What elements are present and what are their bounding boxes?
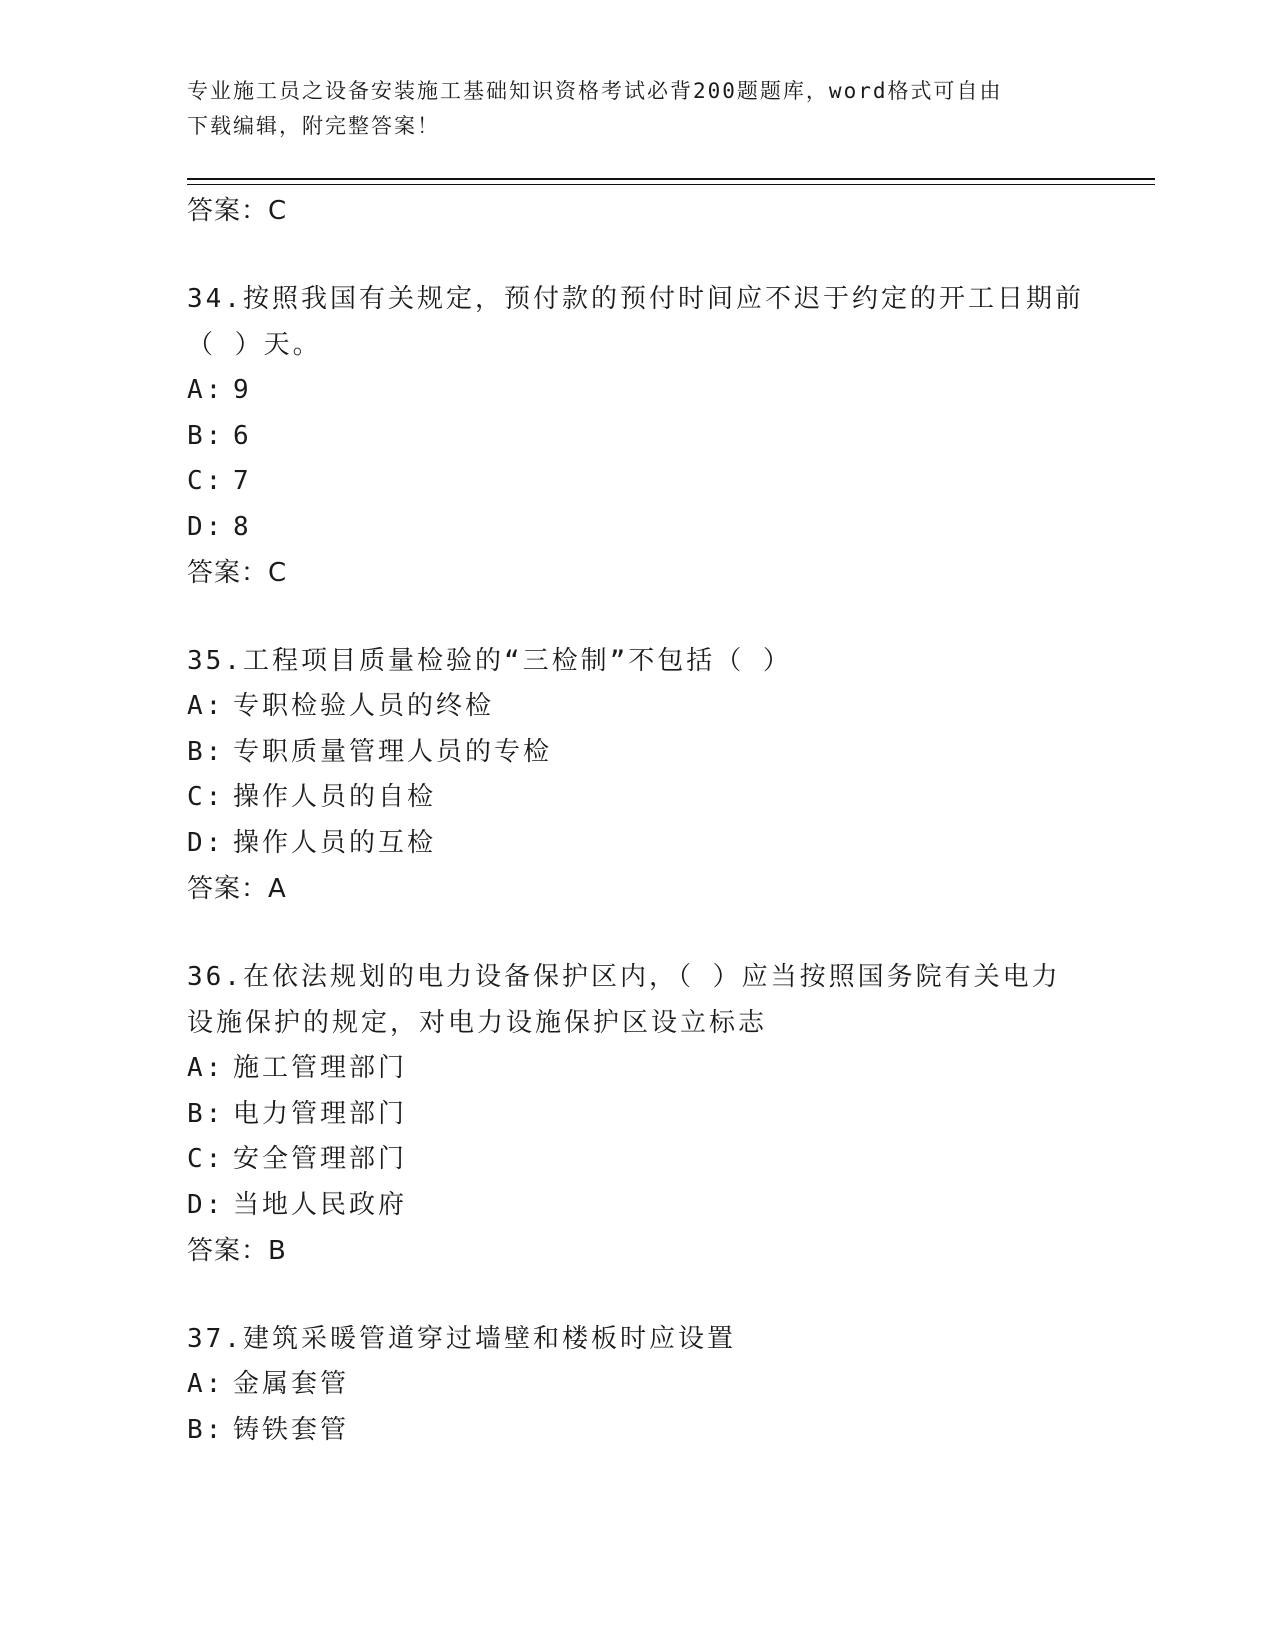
question-36	[187, 954, 1107, 1274]
option-letter: C:	[187, 782, 225, 812]
option-letter: B:	[187, 1414, 225, 1445]
option-text: 7	[233, 466, 252, 496]
option-letter: A:	[187, 375, 225, 405]
option-text: 当地人民政府	[233, 1189, 408, 1220]
question-answer: 答案：C	[187, 558, 288, 588]
document-header	[187, 74, 1077, 144]
question-35	[187, 638, 1107, 912]
option-b	[187, 1408, 1107, 1454]
option-letter: D:	[187, 827, 225, 858]
header-line-1: 专业施工员之设备安装施工基础知识资格考试必背200题题库，word格式可自由	[187, 79, 1003, 103]
option-text: 铸铁套管	[233, 1414, 350, 1445]
option-text: 金属套管	[233, 1369, 350, 1399]
question-answer: 答案：B	[187, 1236, 287, 1266]
option-letter: D:	[187, 511, 225, 542]
option-text: 施工管理部门	[233, 1053, 408, 1083]
option-a	[187, 368, 1107, 414]
option-c	[187, 1137, 1107, 1183]
spacer	[187, 596, 1107, 638]
header-rule-thick	[187, 178, 1155, 180]
option-a	[187, 1362, 1107, 1408]
option-b	[187, 1092, 1107, 1138]
question-stem: 35.工程项目质量检验的“三检制”不包括（ ）	[187, 646, 792, 676]
previous-answer: 答案：C	[187, 196, 288, 226]
option-c	[187, 459, 1107, 505]
option-text: 操作人员的互检	[233, 827, 437, 858]
option-letter: C:	[187, 1144, 225, 1174]
spacer	[187, 912, 1107, 954]
header-line-2: 下载编辑，附完整答案！	[187, 114, 440, 138]
spacer	[187, 234, 1107, 276]
option-letter: B:	[187, 736, 225, 767]
option-b	[187, 414, 1107, 460]
option-d	[187, 1183, 1107, 1229]
option-text: 专职质量管理人员的专检	[233, 736, 553, 767]
question-list	[187, 188, 1107, 1453]
question-stem-continued: （ ）天。	[187, 330, 322, 360]
option-d	[187, 505, 1107, 551]
option-d	[187, 821, 1107, 867]
option-text: 电力管理部门	[233, 1098, 408, 1129]
question-stem: 34.按照我国有关规定，预付款的预付时间应不迟于约定的开工日期前	[187, 284, 1084, 314]
option-a	[187, 1046, 1107, 1092]
option-text: 9	[233, 375, 252, 405]
option-text: 专职检验人员的终检	[233, 691, 495, 721]
option-letter: C:	[187, 466, 225, 496]
option-c	[187, 775, 1107, 821]
option-letter: B:	[187, 1098, 225, 1129]
option-text: 安全管理部门	[233, 1144, 408, 1174]
option-text: 操作人员的自检	[233, 782, 437, 812]
question-34	[187, 276, 1107, 596]
option-letter: B:	[187, 420, 225, 451]
question-stem: 37.建筑采暖管道穿过墙壁和楼板时应设置	[187, 1324, 736, 1354]
option-a	[187, 684, 1107, 730]
option-b	[187, 730, 1107, 776]
question-stem-continued: 设施保护的规定，对电力设施保护区设立标志	[187, 1008, 768, 1038]
option-letter: A:	[187, 691, 225, 721]
option-letter: A:	[187, 1053, 225, 1083]
question-37	[187, 1316, 1107, 1453]
option-text: 8	[233, 511, 252, 542]
option-letter: D:	[187, 1189, 225, 1220]
option-letter: A:	[187, 1369, 225, 1399]
option-text: 6	[233, 420, 252, 451]
header-rule-thin	[187, 184, 1155, 185]
spacer	[187, 1274, 1107, 1316]
question-stem: 36.在依法规划的电力设备保护区内，（ ）应当按照国务院有关电力	[187, 962, 1061, 992]
question-answer: 答案：A	[187, 874, 287, 904]
